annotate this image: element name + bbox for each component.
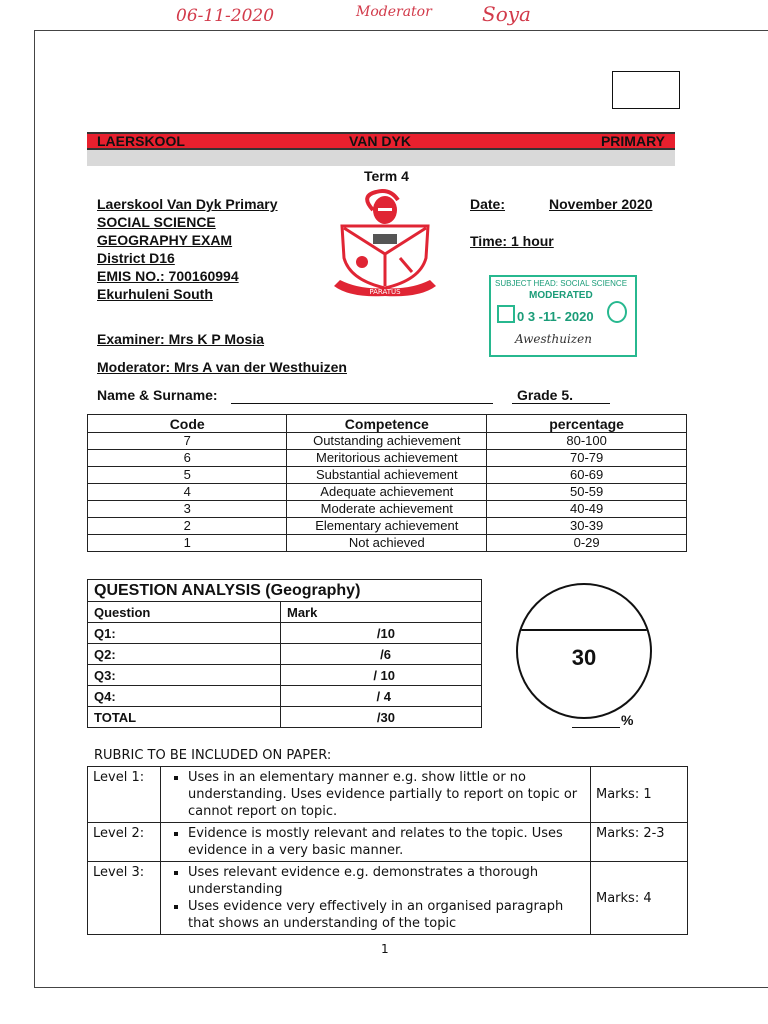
- percent-line: [572, 727, 620, 728]
- table-row: Q2: /6: [88, 644, 482, 665]
- school-name: Laerskool Van Dyk Primary: [97, 196, 278, 212]
- table-row: 4 Adequate achievement 50-59: [88, 484, 687, 501]
- table-row: 5 Substantial achievement 60-69: [88, 467, 687, 484]
- page-number: 1: [381, 942, 389, 956]
- crest-motto: PARATUS: [369, 288, 401, 296]
- date-value: November 2020: [549, 196, 653, 212]
- column-header: Question: [88, 602, 281, 623]
- analysis-title: QUESTION ANALYSIS (Geography): [88, 580, 482, 602]
- emis-number: EMIS NO.: 700160994: [97, 268, 239, 284]
- column-header: Code: [88, 415, 287, 433]
- table-row: 7 Outstanding achievement 80-100: [88, 433, 687, 450]
- column-header: percentage: [487, 415, 687, 433]
- stamp-signature: Awesthuizen: [515, 332, 592, 346]
- term-label: Term 4: [364, 168, 409, 184]
- rubric-table: [87, 766, 688, 935]
- score-circle: [516, 583, 652, 719]
- moderated-stamp: [489, 275, 637, 357]
- moderator: Moderator: Mrs A van der Westhuizen: [97, 359, 347, 375]
- table-row: Level 1: ▪ Uses in an elementary manner e.g. show little or no understanding. Uses evidence partially to report on topic or cannot report on topic. Marks: 1: [88, 767, 688, 823]
- subject: SOCIAL SCIENCE: [97, 214, 216, 230]
- apple-icon: [607, 301, 627, 323]
- table-row: Q1: /10: [88, 623, 482, 644]
- table-row: Q3: / 10: [88, 665, 482, 686]
- grade-label: Grade 5.: [517, 387, 574, 403]
- rubric-title: RUBRIC TO BE INCLUDED ON PAPER:: [94, 748, 332, 763]
- exam-title: GEOGRAPHY EXAM: [97, 232, 233, 248]
- school-crest-logo: [330, 188, 440, 304]
- handwritten-date: 06-11-2020: [176, 6, 275, 26]
- stamp-line2: MODERATED: [529, 290, 593, 301]
- name-line[interactable]: [231, 403, 493, 404]
- date-label: Date:: [470, 196, 506, 212]
- column-header: Competence: [287, 415, 487, 433]
- table-row: 2 Elementary achievement 30-39: [88, 518, 687, 535]
- table-row: 1 Not achieved 0-29: [88, 535, 687, 552]
- total-marks: 30: [571, 645, 597, 670]
- percent-sign: %: [621, 712, 634, 728]
- district: District D16: [97, 250, 175, 266]
- handwritten-signature: Soya: [482, 2, 531, 26]
- handwritten-role: Moderator: [356, 4, 432, 20]
- banner-right: PRIMARY: [600, 133, 665, 149]
- table-row: 3 Moderate achievement 40-49: [88, 501, 687, 518]
- grade-line: [512, 403, 610, 404]
- banner-left: LAERSKOOL: [97, 133, 185, 149]
- book-icon: [497, 305, 515, 323]
- table-row: 6 Meritorious achievement 70-79: [88, 450, 687, 467]
- stamp-line1: SUBJECT HEAD: SOCIAL SCIENCE: [495, 279, 628, 288]
- region: Ekurhuleni South: [97, 286, 213, 302]
- table-row: TOTAL /30: [88, 707, 482, 728]
- table-row: Level 3: ▪ Uses relevant evidence e.g. demonstrates a thorough understanding ▪ Uses evidence very effectively in an organised paragraph that shows an understanding of the topic Marks: 4: [88, 862, 688, 935]
- achievement-code-table: [87, 414, 687, 552]
- stamp-date: 0 3 -11- 2020: [517, 309, 594, 324]
- examiner: Examiner: Mrs K P Mosia: [97, 331, 265, 347]
- table-row: Q4: / 4: [88, 686, 482, 707]
- name-label: Name & Surname:: [97, 387, 218, 403]
- time-label: Time: 1 hour: [470, 233, 554, 249]
- school-banner: [87, 132, 675, 166]
- banner-middle: VAN DYK: [349, 133, 411, 149]
- marks-box: [612, 71, 680, 109]
- column-header: Mark: [281, 602, 482, 623]
- question-analysis-table: [87, 579, 482, 728]
- table-row: Level 2: ▪ Evidence is mostly relevant and relates to the topic. Uses evidence in a very basic manner. Marks: 2-3: [88, 823, 688, 862]
